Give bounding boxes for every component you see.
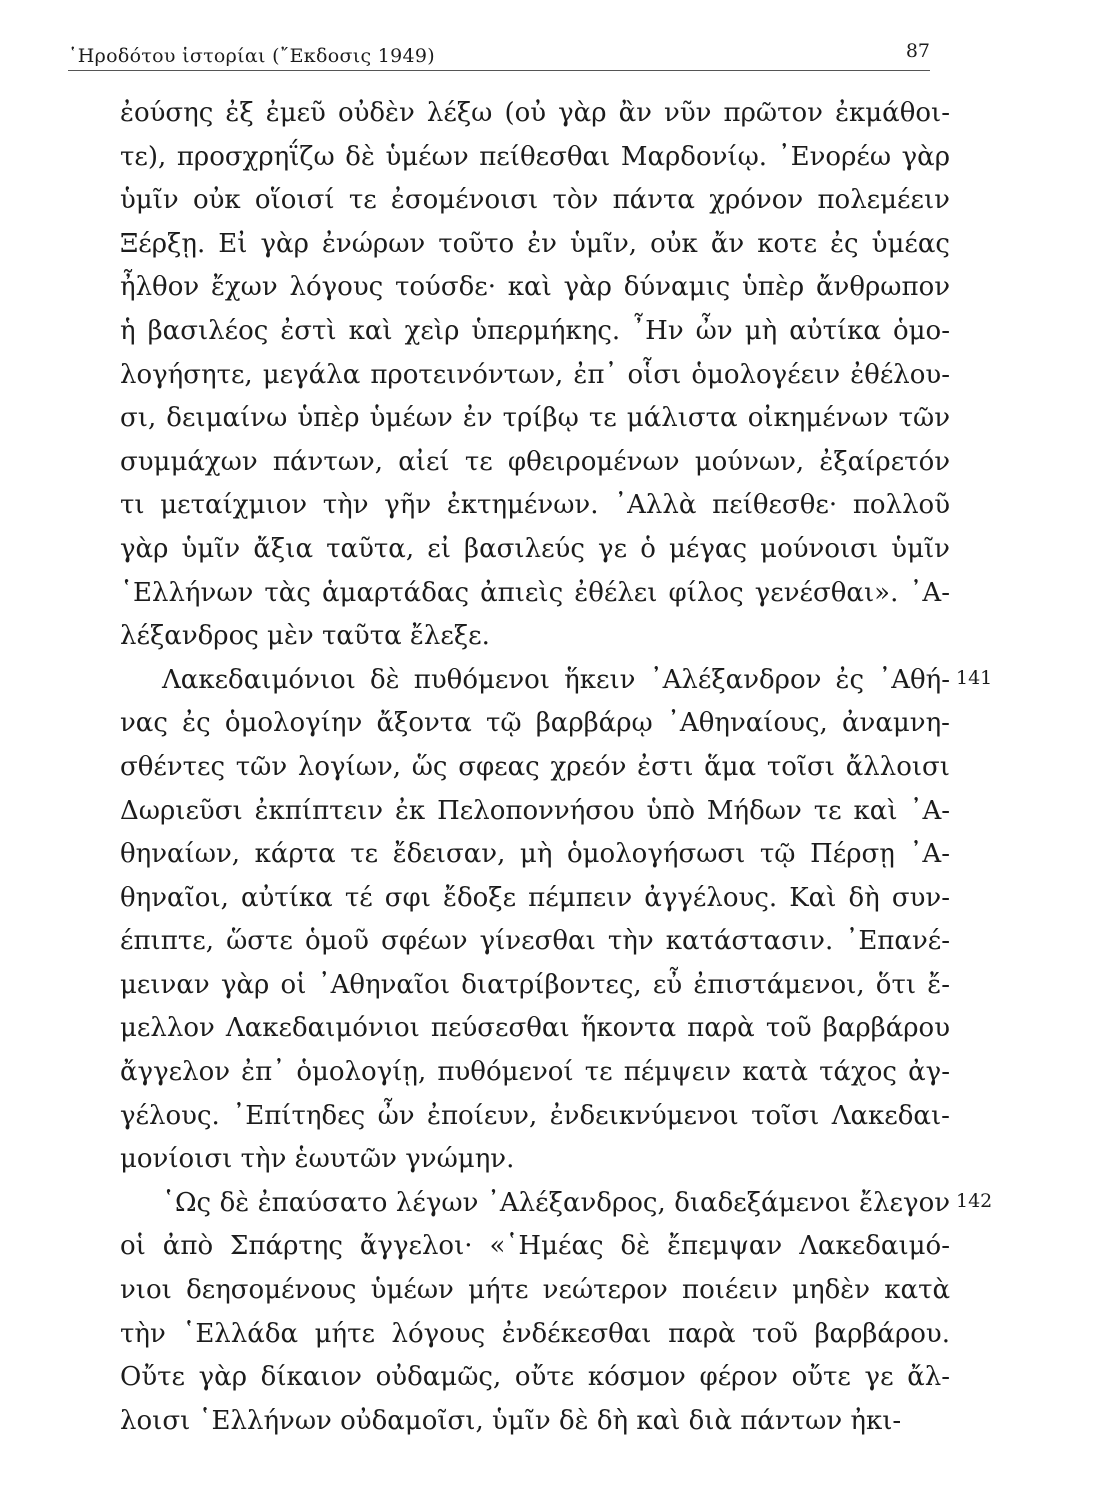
line-text: Λακεδαιμόνιοι δὲ πυθόμενοι ἥκειν ᾿Αλέξανδρον ἐς ᾿Αθή- <box>162 664 951 695</box>
line-text: ῾Ελλήνων τὰς ἁμαρτάδας ἀπιεὶς ἐθέλει φίλος γενέσθαι». ᾿Α- <box>120 577 950 608</box>
text-line <box>120 746 950 790</box>
line-text: σι, δειμαίνω ὑπὲρ ὑμέων ἐν τρίβῳ τε μάλιστα οἰκημένων τῶν <box>120 403 951 434</box>
paragraph-142 <box>120 1182 993 1444</box>
text-line <box>120 223 950 267</box>
text-line <box>120 1225 950 1269</box>
line-text: θηναίων, κάρτα τε ἔδεισαν, μὴ ὁμολογήσωσι τῷ Πέρσῃ ᾿Α- <box>120 839 950 870</box>
paragraph-140-end <box>120 92 950 659</box>
text-line <box>120 790 950 834</box>
text-line <box>120 1356 950 1400</box>
text-line <box>120 136 950 180</box>
line-text: μειναν γὰρ οἱ ᾿Αθηναῖοι διατρίβοντες, εὖ ἐπιστάμενοι, ὅτι ἔ- <box>120 969 950 1000</box>
line-text: συμμάχων πάντων, αἰεί τε φθειρομένων μούνων, ἐξαίρετόν <box>120 446 951 477</box>
text-line <box>120 1182 993 1226</box>
text-line <box>120 1138 950 1182</box>
line-text: Οὔτε γὰρ δίκαιον οὐδαμῶς, οὔτε κόσμον φέρον οὔτε γε ἄλ- <box>120 1362 951 1393</box>
running-header <box>68 36 930 71</box>
text-line <box>120 1007 950 1051</box>
line-text: ἐούσης ἐξ ἐμεῦ οὐδὲν λέξω (οὐ γὰρ ἂν νῦν πρῶτον ἐκμάθοι- <box>120 98 951 128</box>
page-number: 87 <box>905 40 930 62</box>
text-line <box>120 266 950 310</box>
text-line <box>120 702 950 746</box>
text-line <box>120 92 950 136</box>
header-title: ῾Ηροδότου ἱστορίαι (῎Εκδοσις 1949) <box>68 45 436 67</box>
line-text: Δωριεῦσι ἐκπίπτειν ἐκ Πελοποννήσου ὑπὸ Μήδων τε καὶ ᾿Α- <box>120 795 951 826</box>
text-line <box>120 1095 950 1139</box>
line-text: γὰρ ὑμῖν ἄξια ταῦτα, εἰ βασιλεύς γε ὁ μέγας μούνοισι ὑμῖν <box>120 533 950 564</box>
text-line <box>120 920 950 964</box>
text-line <box>120 615 950 659</box>
line-text: λέξανδρος μὲν ταῦτα ἔλεξε. <box>120 621 490 652</box>
line-text: τε), προσχρηΐζω δὲ ὑμέων πείθεσθαι Μαρδονίῳ. ᾿Ενορέω γὰρ <box>120 141 950 172</box>
line-text: ἡ βασιλέος ἐστὶ καὶ χεὶρ ὑπερμήκης. ῏Ην ὦν μὴ αὐτίκα ὁμο- <box>120 315 950 346</box>
text-line <box>120 179 950 223</box>
line-text: γέλους. ᾿Επίτηδες ὦν ἐποίευν, ἐνδεικνύμενοι τοῖσι Λακεδαι- <box>120 1100 950 1131</box>
body-text <box>120 92 993 1443</box>
line-text: Ξέρξῃ. Εἰ γὰρ ἐνώρων τοῦτο ἐν ὑμῖν, οὐκ ἄν κοτε ἐς ὑμέας <box>120 228 950 259</box>
section-number: 141 <box>956 666 993 689</box>
line-text: θηναῖοι, αὐτίκα τέ σφι ἔδοξε πέμπειν ἀγγέλους. Καὶ δὴ συν- <box>120 882 950 913</box>
text-line <box>120 528 950 572</box>
line-text: λοισι ῾Ελλήνων οὐδαμοῖσι, ὑμῖν δὲ δὴ καὶ διὰ πάντων ἠκι- <box>120 1405 902 1436</box>
section-number: 142 <box>956 1189 993 1212</box>
text-line <box>120 1269 950 1313</box>
line-text: νιοι δεησομένους ὑμέων μήτε νεώτερον ποιέειν μηδὲν κατὰ <box>120 1275 951 1306</box>
line-text: έπιπτε, ὥστε ὁμοῦ σφέων γίνεσθαι τὴν κατάστασιν. ᾿Επανέ- <box>120 926 950 957</box>
line-text: τι μεταίχμιον τὴν γῆν ἐκτημένων. ᾿Αλλὰ πείθεσθε· πολλοῦ <box>120 490 951 521</box>
text-line <box>120 1051 950 1095</box>
line-text: τὴν ῾Ελλάδα μήτε λόγους ἐνδέκεσθαι παρὰ τοῦ βαρβάρου. <box>120 1318 951 1349</box>
line-text: λογήσητε, μεγάλα προτεινόντων, ἐπ᾿ οἷσι ὁμολογέειν ἐθέλου- <box>120 359 951 390</box>
line-text: ἦλθον ἔχων λόγους τούσδε· καὶ γὰρ δύναμις ὑπὲρ ἄνθρωπον <box>120 272 951 303</box>
paragraph-141 <box>120 659 993 1182</box>
text-line <box>120 964 950 1008</box>
text-line <box>120 877 950 921</box>
text-line <box>120 310 950 354</box>
text-line <box>120 572 950 616</box>
text-line <box>120 659 993 703</box>
line-text: νας ἐς ὁμολογίην ἄξοντα τῷ βαρβάρῳ ᾿Αθηναίους, ἀναμνη- <box>120 708 950 739</box>
line-text: ὑμῖν οὐκ οἵοισί τε ἐσομένοισι τὸν πάντα χρόνον πολεμέειν <box>120 185 950 216</box>
line-text: μελλον Λακεδαιμόνιοι πεύσεσθαι ἥκοντα παρὰ τοῦ βαρβάρου <box>120 1013 951 1044</box>
line-text: σθέντες τῶν λογίων, ὥς σφεας χρεόν ἐστι ἅμα τοῖσι ἄλλοισι <box>120 751 951 782</box>
line-text: οἱ ἀπὸ Σπάρτης ἄγγελοι· «῾Ημέας δὲ ἔπεμψαν Λακεδαιμό- <box>120 1231 950 1262</box>
line-text: ἄγγελον ἐπ᾿ ὁμολογίῃ, πυθόμενοί τε πέμψειν κατὰ τάχος ἀγ- <box>120 1057 951 1088</box>
text-line <box>120 397 950 441</box>
text-line <box>120 1313 950 1357</box>
text-line <box>120 833 950 877</box>
line-text: μονίοισι τὴν ἑωυτῶν γνώμην. <box>120 1144 515 1175</box>
text-line <box>120 1400 950 1444</box>
text-line <box>120 484 950 528</box>
text-line <box>120 441 950 485</box>
text-line <box>120 354 950 398</box>
line-text: ῾Ως δὲ ἐπαύσατο λέγων ᾿Αλέξανδρος, διαδεξάμενοι ἔλεγον <box>162 1187 951 1218</box>
